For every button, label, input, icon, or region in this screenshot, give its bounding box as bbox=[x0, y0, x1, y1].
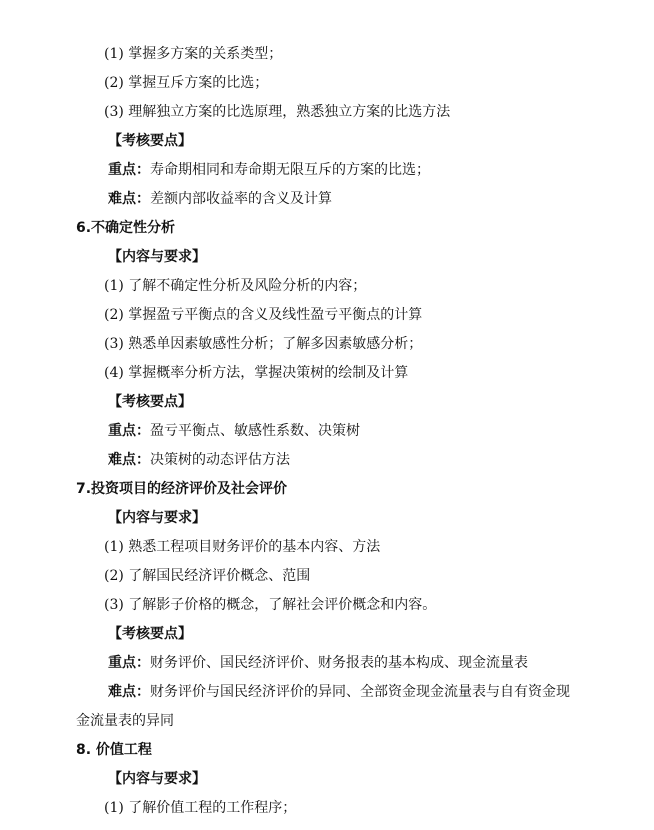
key-point-text: 盈亏平衡点、敏感性系数、决策树 bbox=[150, 423, 360, 439]
section-subheading: 【考核要点】 bbox=[108, 394, 192, 410]
section-subheading: 【考核要点】 bbox=[108, 626, 192, 642]
difficulty-label: 难点： bbox=[108, 191, 150, 207]
key-point-line bbox=[108, 422, 360, 440]
key-point-label: 重点： bbox=[108, 655, 150, 671]
key-point-line bbox=[108, 161, 430, 179]
difficulty-line bbox=[108, 451, 290, 469]
list-item: (2) 掌握盈亏平衡点的含义及线性盈亏平衡点的计算 bbox=[104, 307, 423, 323]
list-item: (3) 理解独立方案的比选原理，熟悉独立方案的比选方法 bbox=[104, 104, 451, 120]
difficulty-text: 决策树的动态评估方法 bbox=[150, 452, 290, 468]
section-subheading: 【内容与要求】 bbox=[108, 771, 206, 787]
section-subheading: 【考核要点】 bbox=[108, 133, 192, 149]
difficulty-text: 财务评价与国民经济评价的异同、全部资金现金流量表与自有资金现 bbox=[150, 684, 570, 700]
key-point-label: 重点： bbox=[108, 423, 150, 439]
key-point-line bbox=[108, 654, 528, 672]
difficulty-line bbox=[108, 683, 570, 701]
difficulty-text: 差额内部收益率的含义及计算 bbox=[150, 191, 332, 207]
section-subheading: 【内容与要求】 bbox=[108, 510, 206, 526]
list-item: (2) 掌握互斥方案的比选； bbox=[104, 75, 269, 91]
section-heading: 6.不确定性分析 bbox=[76, 220, 176, 236]
list-item: (3) 熟悉单因素敏感性分析；了解多因素敏感分析； bbox=[104, 336, 423, 352]
difficulty-text-continued: 金流量表的异同 bbox=[76, 713, 174, 729]
list-item: (4) 掌握概率分析方法，掌握决策树的绘制及计算 bbox=[104, 365, 409, 381]
list-item: (2) 了解国民经济评价概念、范围 bbox=[104, 568, 311, 584]
list-item: (1) 熟悉工程项目财务评价的基本内容、方法 bbox=[104, 539, 381, 555]
section-heading: 8. 价值工程 bbox=[76, 742, 152, 758]
key-point-text: 寿命期相同和寿命期无限互斥的方案的比选； bbox=[150, 162, 430, 178]
section-heading: 7.投资项目的经济评价及社会评价 bbox=[76, 481, 288, 497]
list-item: (1) 了解价值工程的工作程序； bbox=[104, 800, 297, 816]
list-item: (1) 掌握多方案的关系类型； bbox=[104, 46, 283, 62]
difficulty-label: 难点： bbox=[108, 684, 150, 700]
difficulty-label: 难点： bbox=[108, 452, 150, 468]
key-point-label: 重点： bbox=[108, 162, 150, 178]
list-item: (1) 了解不确定性分析及风险分析的内容； bbox=[104, 278, 367, 294]
section-subheading: 【内容与要求】 bbox=[108, 249, 206, 265]
list-item: (3) 了解影子价格的概念，了解社会评价概念和内容。 bbox=[104, 597, 437, 613]
key-point-text: 财务评价、国民经济评价、财务报表的基本构成、现金流量表 bbox=[150, 655, 528, 671]
difficulty-line bbox=[108, 190, 332, 208]
